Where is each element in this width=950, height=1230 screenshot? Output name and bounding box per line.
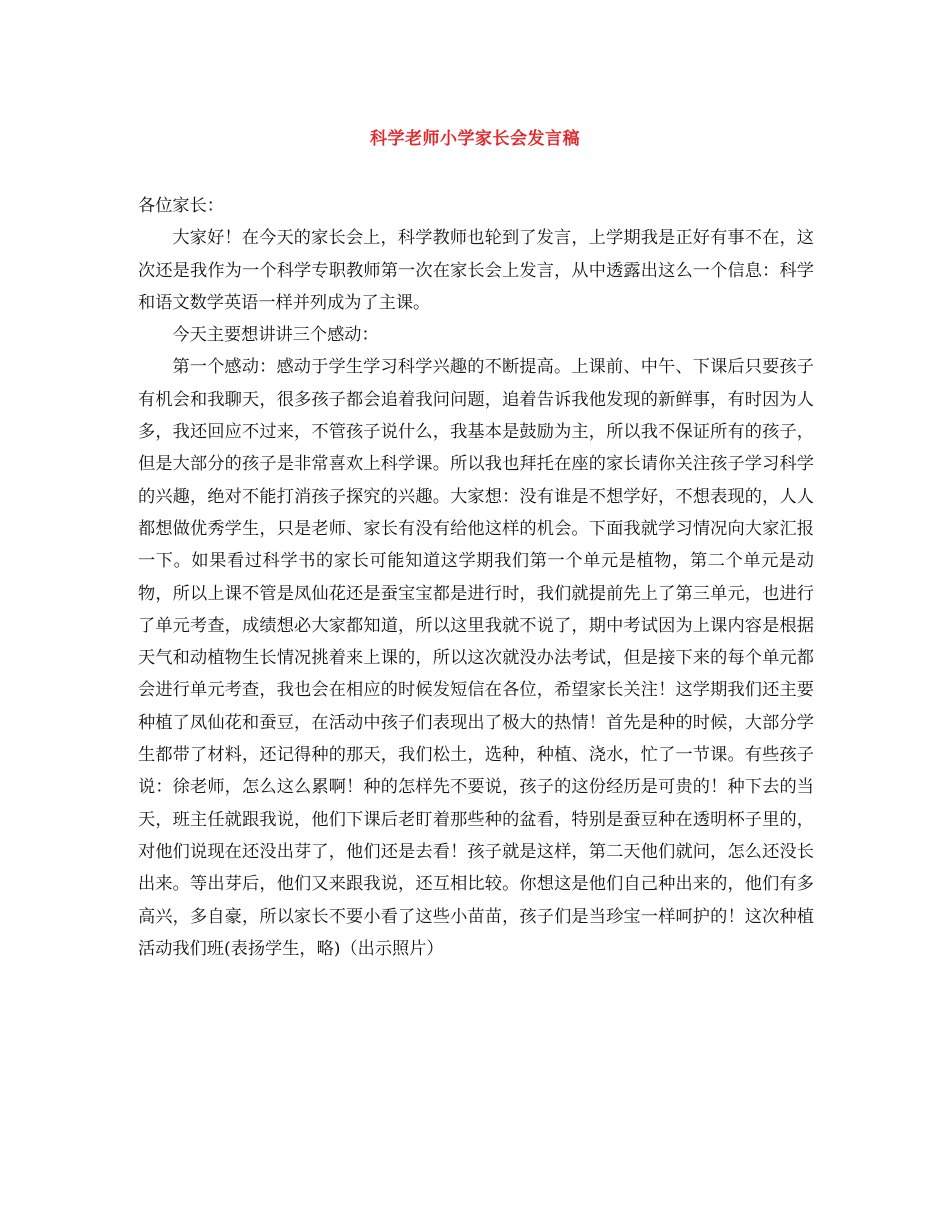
document-title: 科学老师小学家长会发言稿 (370, 129, 580, 149)
salutation: 各位家长： (138, 196, 224, 216)
paragraph-first-touch: 第一个感动：感动于学生学习科学兴趣的不断提高。上课前、中午、下课后只要孩子有机会和我聊天，很多孩子都会追着我问问题，追着告诉我他发现的新鲜事，有时因为人多，我还回应不过来，不管孩子说什么，我基本是鼓励为主，所以我不保证所有的孩子，但是大部分的孩子是非常喜欢上科学课。所以我也拜托在座的家长请你关注孩子学习科学的兴趣，绝对不能打消孩子探究的兴趣。大家想：没有谁是不想学好，不想表现的，人人都想做优秀学生，只是老师、家长有没有给他这样的机会。下面我就学习情况向大家汇报一下。如果看过科学书的家长可能知道这学期我们第一个单元是植物，第二个单元是动物，所以上课不管是凤仙花还是蚕宝宝都是进行时，我们就提前先上了第三单元，也进行了单元考查，成绩想必大家都知道，所以这里我就不说了，期中考试因为上课内容是根据天气和动植物生长情况挑着来上课的，所以这次就没办法考试，但是接下来的每个单元都会进行单元考查，我也会在相应的时候发短信在各位，希望家长关注！这学期我们还主要种植了凤仙花和蚕豆，在活动中孩子们表现出了极大的热情！首先是种的时候，大部分学生都带了材料，还记得种的那天，我们松土，选种，种植、浇水，忙了一节课。有些孩子说：徐老师，怎么这么累啊！种的怎样先不要说，孩子的这份经历是可贵的！种下去的当天，班主任就跟我说，他们下课后老盯着那些种的盆看，特别是蚕豆种在透明杯子里的，对他们说现在还没出芽了，他们还是去看！孩子就是这样，第二天他们就问，怎么还没长出来。等出芽后，他们又来跟我说，还互相比较。你想这是他们自己种出来的，他们有多高兴，多自豪，所以家长不要小看了这些小苗苗，孩子们是当珍宝一样呵护的！这次种植活动我们班(表扬学生，略)（出示照片） (138, 357, 814, 959)
paragraph-topic-intro: 今天主要想讲讲三个感动： (172, 325, 379, 346)
paragraph-greeting: 大家好！在今天的家长会上，科学教师也轮到了发言，上学期我是正好有事不在，这次还是我作为一个科学专职教师第一次在家长会上发言，从中透露出这么一个信息：科学和语文数学英语一样并列成为了主课。 (138, 228, 814, 313)
document-body (138, 190, 814, 965)
